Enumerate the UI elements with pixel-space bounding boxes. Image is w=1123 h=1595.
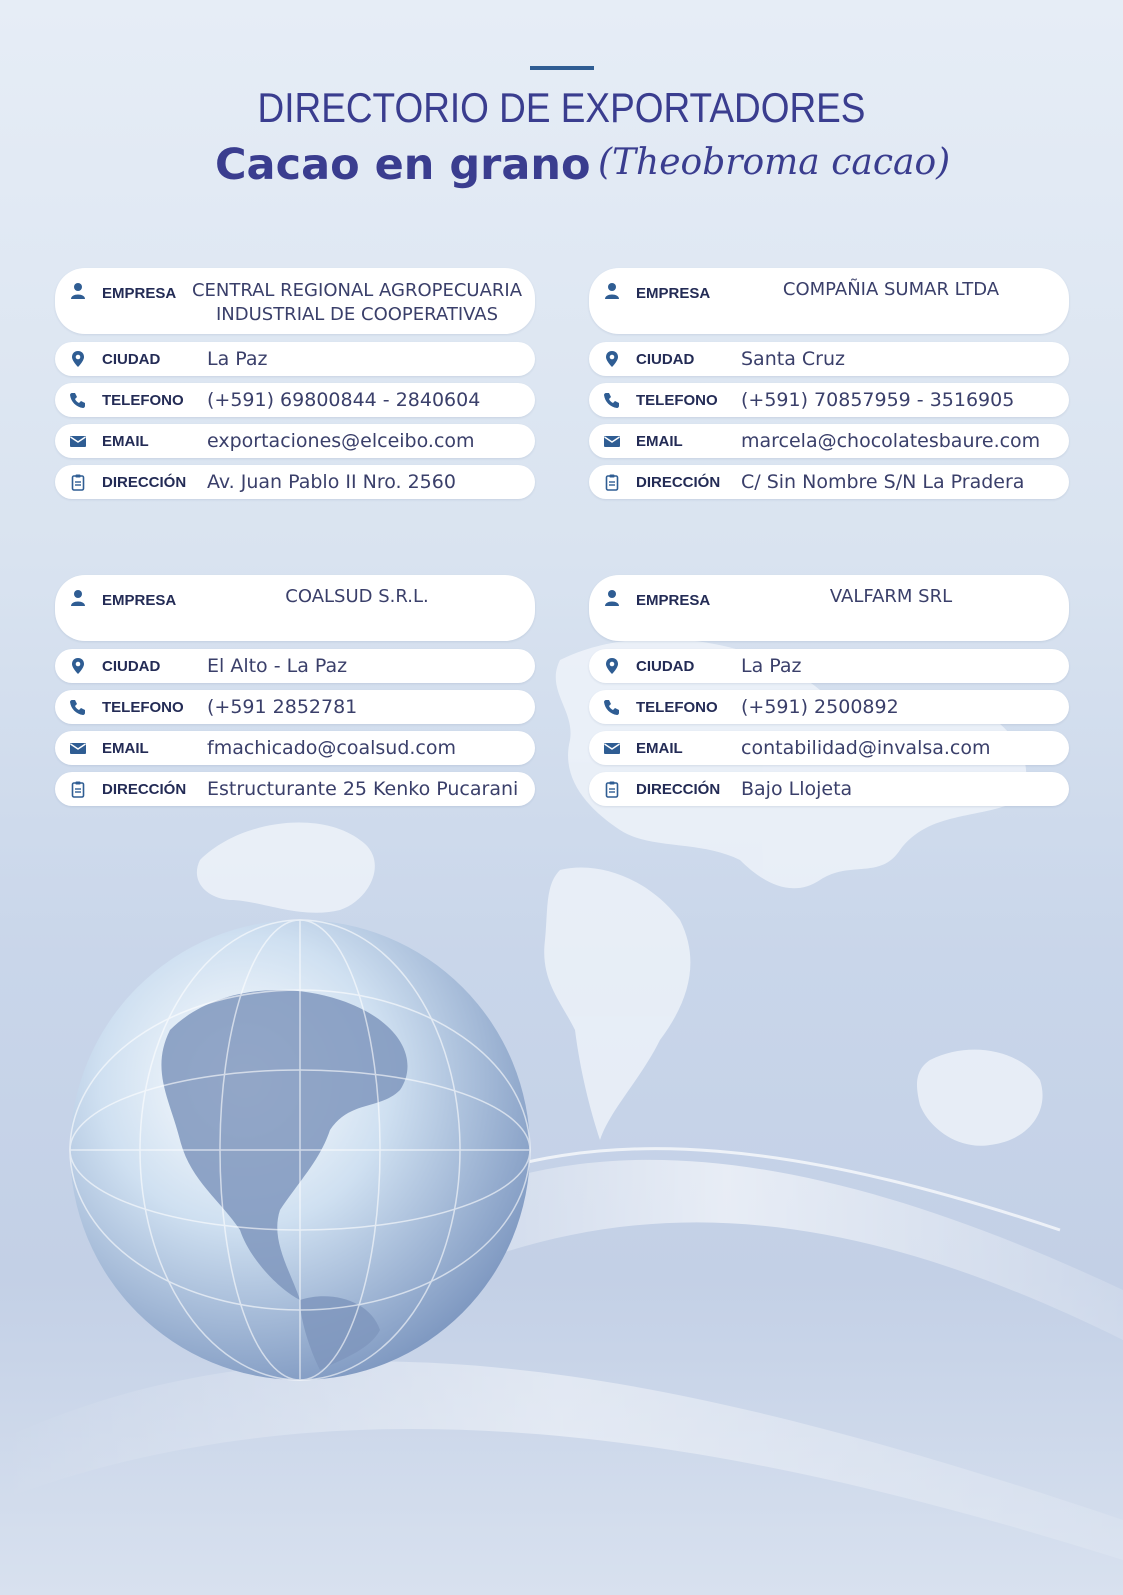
clipboard-icon	[603, 473, 621, 491]
envelope-icon	[603, 432, 621, 450]
empresa-label: EMPRESA	[102, 285, 177, 302]
user-icon	[69, 589, 87, 607]
envelope-icon	[69, 739, 87, 757]
phone-icon	[603, 391, 621, 409]
email-label: EMAIL	[102, 739, 149, 757]
telefono-row	[589, 383, 1069, 417]
email-label: EMAIL	[636, 432, 683, 450]
ciudad-value: La Paz	[207, 348, 268, 370]
species-name: (Theobroma cacao)	[598, 142, 951, 183]
company-name-line2: INDUSTRIAL DE COOPERATIVAS	[215, 304, 499, 325]
telefono-value: (+591) 69800844 - 2840604	[207, 389, 481, 411]
company-name-line1: COALSUD S.R.L.	[285, 586, 429, 607]
ciudad-value: La Paz	[741, 655, 802, 677]
direccion-row	[589, 772, 1069, 806]
ciudad-row	[55, 649, 535, 683]
company-name	[191, 585, 523, 609]
ciudad-label: CIUDAD	[636, 350, 695, 368]
email-value[interactable]: exportaciones@elceibo.com	[207, 430, 475, 452]
globe-graphic	[70, 920, 530, 1380]
ciudad-label: CIUDAD	[102, 350, 161, 368]
map-pin-icon	[69, 657, 87, 675]
direccion-label: DIRECCIÓN	[102, 473, 187, 491]
telefono-value: (+591) 2500892	[741, 696, 899, 718]
ciudad-label: CIUDAD	[636, 657, 695, 675]
direccion-value: C/ Sin Nombre S/N La Pradera	[741, 471, 1025, 493]
company-name-line1: VALFARM SRL	[829, 586, 953, 607]
direccion-row	[55, 772, 535, 806]
phone-icon	[69, 391, 87, 409]
email-row	[589, 731, 1069, 765]
map-pin-icon	[603, 657, 621, 675]
map-pin-icon	[603, 350, 621, 368]
telefono-label: TELEFONO	[636, 698, 718, 716]
empresa-row	[589, 575, 1069, 641]
user-icon	[603, 589, 621, 607]
page-title: DIRECTORIO DE EXPORTADORES	[257, 84, 866, 131]
clipboard-icon	[603, 780, 621, 798]
company-name-line1: CENTRAL REGIONAL AGROPECUARIA	[191, 280, 523, 301]
email-value[interactable]: fmachicado@coalsud.com	[207, 737, 456, 759]
empresa-row	[589, 268, 1069, 334]
telefono-value: (+591) 70857959 - 3516905	[741, 389, 1015, 411]
phone-icon	[603, 698, 621, 716]
company-name	[191, 279, 523, 327]
email-value[interactable]: marcela@chocolatesbaure.com	[741, 430, 1041, 452]
empresa-label: EMPRESA	[102, 592, 177, 609]
direccion-row	[589, 465, 1069, 499]
company-name	[725, 278, 1057, 302]
direccion-value: Av. Juan Pablo II Nro. 2560	[207, 471, 456, 493]
phone-icon	[69, 698, 87, 716]
email-row	[55, 424, 535, 458]
ciudad-value: Santa Cruz	[741, 348, 845, 370]
ciudad-value: El Alto - La Paz	[207, 655, 348, 677]
direccion-label: DIRECCIÓN	[636, 780, 721, 798]
telefono-label: TELEFONO	[102, 698, 184, 716]
email-row	[589, 424, 1069, 458]
user-icon	[69, 282, 87, 300]
clipboard-icon	[69, 780, 87, 798]
direccion-row	[55, 465, 535, 499]
email-row	[55, 731, 535, 765]
clipboard-icon	[69, 473, 87, 491]
ciudad-row	[55, 342, 535, 376]
company-name	[725, 585, 1057, 609]
ciudad-row	[589, 342, 1069, 376]
direccion-value: Estructurante 25 Kenko Pucarani	[207, 778, 519, 800]
direccion-value: Bajo Llojeta	[741, 778, 853, 800]
direccion-label: DIRECCIÓN	[102, 780, 187, 798]
envelope-icon	[603, 739, 621, 757]
direccion-label: DIRECCIÓN	[636, 473, 721, 491]
telefono-label: TELEFONO	[102, 391, 184, 409]
email-value[interactable]: contabilidad@invalsa.com	[741, 737, 991, 759]
empresa-row	[55, 268, 535, 334]
telefono-row	[55, 383, 535, 417]
page-subtitle: Cacao en grano	[215, 140, 591, 190]
telefono-row	[55, 690, 535, 724]
envelope-icon	[69, 432, 87, 450]
ciudad-label: CIUDAD	[102, 657, 161, 675]
user-icon	[603, 282, 621, 300]
telefono-value: (+591 2852781	[207, 696, 358, 718]
ciudad-row	[589, 649, 1069, 683]
telefono-row	[589, 690, 1069, 724]
company-name-line1: COMPAÑIA SUMAR LTDA	[782, 279, 1000, 300]
map-pin-icon	[69, 350, 87, 368]
header-accent-line	[530, 66, 594, 70]
email-label: EMAIL	[102, 432, 149, 450]
telefono-label: TELEFONO	[636, 391, 718, 409]
empresa-row	[55, 575, 535, 641]
email-label: EMAIL	[636, 739, 683, 757]
empresa-label: EMPRESA	[636, 285, 711, 302]
empresa-label: EMPRESA	[636, 592, 711, 609]
